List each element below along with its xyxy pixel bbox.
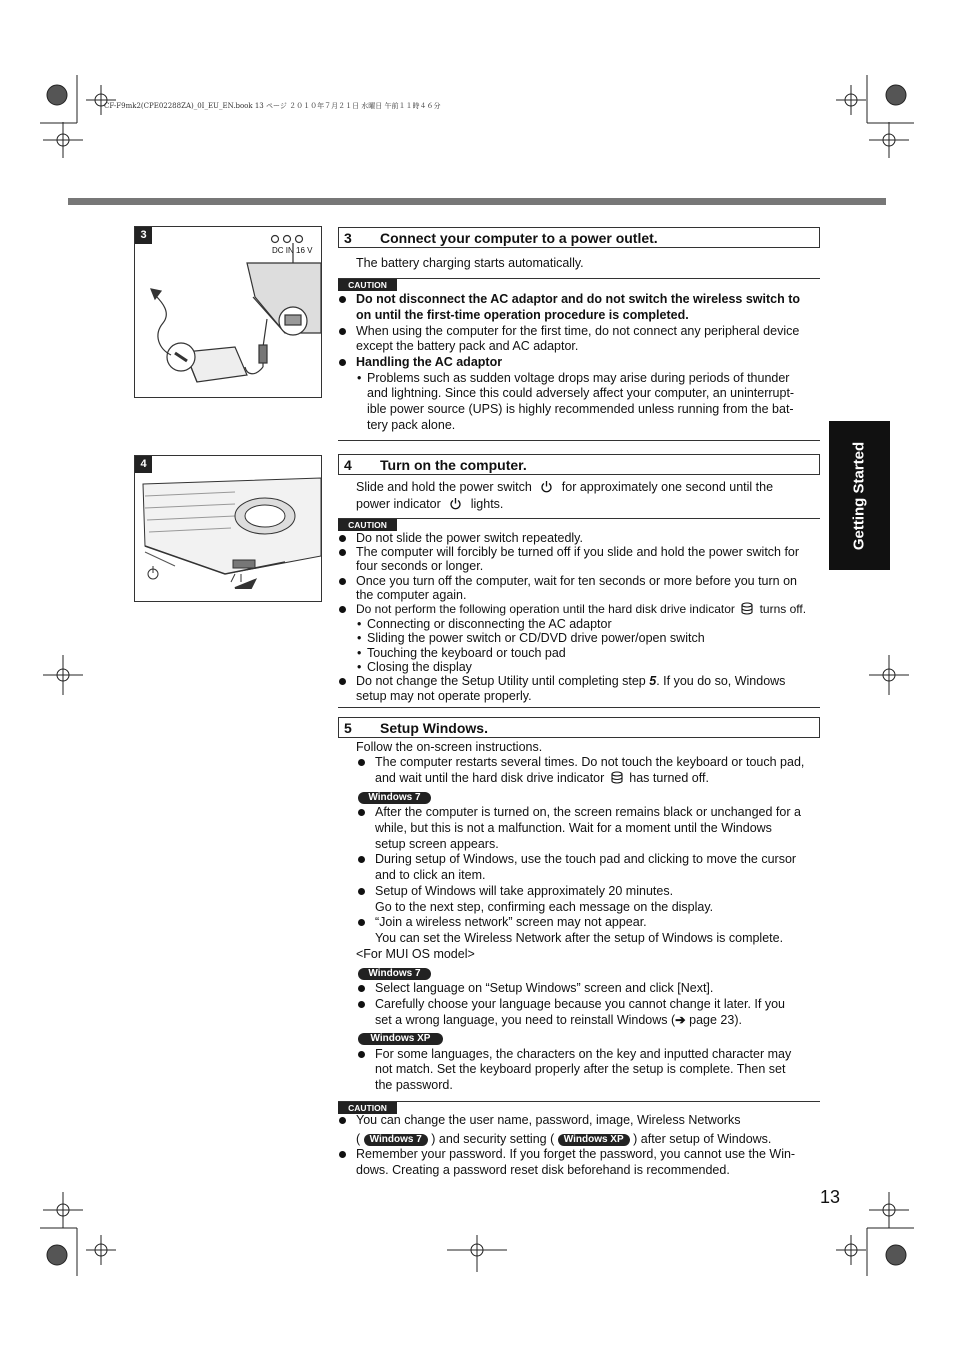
section-tab xyxy=(829,421,890,570)
caution-item: Once you turn off the computer, wait for ten seconds or more before you turn on xyxy=(356,574,797,588)
figure-number: 3 xyxy=(135,227,152,244)
item-text: . If you do so, Windows xyxy=(656,674,786,688)
caution-label: CAUTION xyxy=(338,279,397,291)
bullet-icon xyxy=(358,856,365,863)
caution-subitem: Connecting or disconnecting the AC adaptor xyxy=(367,617,612,631)
list-item: During setup of Windows, use the touch pad and clicking to move the cursor xyxy=(375,852,797,866)
windows-7-badge: Windows 7 xyxy=(364,1134,428,1146)
item-text: ) after setup of Windows. xyxy=(633,1132,772,1146)
figure-3 xyxy=(134,226,322,398)
item-text: Do not perform the following operation until the hard disk drive indicator xyxy=(356,602,735,616)
caution-label: CAUTION xyxy=(338,519,397,531)
windows-7-badge: Windows 7 xyxy=(358,792,431,804)
caution-item: Remember your password. If you forget the password, you cannot use the Win- xyxy=(356,1147,796,1161)
item-text: turns off. xyxy=(759,602,807,616)
windows-7-badge: Windows 7 xyxy=(358,968,431,980)
item-text: set a wrong language, you need to reinstall Windows ( xyxy=(375,1013,676,1027)
caution-item: When using the computer for the first time, do not connect any peripheral device xyxy=(356,324,800,338)
sub-bullet-marker: • xyxy=(357,631,362,645)
bullet-icon xyxy=(358,1001,365,1008)
caution-subitem: Touching the keyboard or touch pad xyxy=(367,646,566,660)
bullet-icon xyxy=(339,296,346,303)
list-item-cont xyxy=(375,771,709,787)
intro-text: for approximately one second until the xyxy=(561,480,774,494)
bullet-icon xyxy=(339,606,346,613)
item-text: ) and security setting ( xyxy=(431,1132,555,1146)
caution-item-cont: setup may not operate properly. xyxy=(356,689,532,703)
sub-bullet-marker: • xyxy=(357,646,362,660)
list-item: The computer restarts several times. Do not touch the keyboard or touch pad, xyxy=(375,755,805,769)
bullet-icon xyxy=(339,578,346,585)
top-rule-bar xyxy=(68,198,886,205)
list-item: After the computer is turned on, the screen remains black or unchanged for a xyxy=(375,805,801,819)
arrow-icon: ➔ xyxy=(675,1013,686,1027)
windows-xp-badge: Windows XP xyxy=(358,1033,443,1045)
list-item-cont: not match. Set the keyboard properly after the setup is complete. Then set xyxy=(375,1062,786,1076)
hdd-indicator-icon xyxy=(611,771,623,784)
list-item: Carefully choose your language because you cannot change it later. If you xyxy=(375,997,785,1011)
step-5-intro: Follow the on-screen instructions. xyxy=(356,740,543,754)
step-3-intro: The battery charging starts automatically. xyxy=(356,256,584,270)
caution-item: The computer will forcibly be turned off if you slide and hold the power switch for xyxy=(356,545,800,559)
caution-item: Do not disconnect the AC adaptor and do not switch the wireless switch to xyxy=(356,292,801,306)
step-4-heading xyxy=(338,454,820,475)
list-item-cont: and to click an item. xyxy=(375,868,486,882)
bullet-icon xyxy=(358,985,365,992)
bullet-icon xyxy=(339,1151,346,1158)
section-tab-label: Getting Started xyxy=(850,441,868,551)
list-item-cont xyxy=(375,1013,742,1029)
item-text: and wait until the hard disk drive indicator xyxy=(375,771,605,785)
figure-4 xyxy=(134,455,322,602)
caution-item xyxy=(356,602,806,618)
step-3-heading xyxy=(338,227,820,248)
step-title: Turn on the computer. xyxy=(380,457,527,473)
list-item-cont: setup screen appears. xyxy=(375,837,499,851)
caution-subitem-cont: ible power source (UPS) is highly recommended unless running from the bat- xyxy=(367,402,794,416)
caution-item: Do not slide the power switch repeatedly. xyxy=(356,531,583,545)
intro-text: lights. xyxy=(470,497,504,511)
bullet-icon xyxy=(339,359,346,366)
intro-text: power indicator xyxy=(356,497,441,511)
list-item: Select language on “Setup Windows” screen and click [Next]. xyxy=(375,981,714,995)
step-title: Setup Windows. xyxy=(380,720,488,736)
caution-subitem: Closing the display xyxy=(367,660,472,674)
windows-xp-badge: Windows XP xyxy=(558,1134,630,1146)
bullet-icon xyxy=(339,1117,346,1124)
caution-item-cont: four seconds or longer. xyxy=(356,559,484,573)
step-number: 5 xyxy=(344,720,352,736)
step-5-heading xyxy=(338,717,820,738)
item-text: ( xyxy=(356,1132,361,1146)
print-header: CF-F9mk2(CPE02288ZA)_0I_EU_EN.book 13 ページ ２０１０年７月２１日 水曜日 午前１１時４６分 xyxy=(104,102,441,110)
list-item-cont: Go to the next step, confirming each message on the display. xyxy=(375,900,714,914)
bullet-icon xyxy=(358,759,365,766)
caution-banner xyxy=(338,278,820,291)
list-item-cont: while, but this is not a malfunction. Wait for a moment until the Windows xyxy=(375,821,772,835)
step-number: 3 xyxy=(344,230,352,246)
bullet-icon xyxy=(339,328,346,335)
caution-item-cont xyxy=(356,1132,771,1148)
caution-subitem-cont: and lightning. Since this could adversely affect your computer, an uninterrupt- xyxy=(367,386,795,400)
bullet-icon xyxy=(358,809,365,816)
bullet-icon xyxy=(339,678,346,685)
sub-bullet-marker: • xyxy=(357,617,362,631)
step-4-intro-cont xyxy=(356,497,503,513)
caution-subitem: Problems such as sudden voltage drops may arise during periods of thunder xyxy=(367,371,790,385)
bullet-icon xyxy=(358,888,365,895)
bullet-icon xyxy=(358,919,365,926)
list-item: “Join a wireless network” screen may not appear. xyxy=(375,915,647,929)
item-text: Do not change the Setup Utility until completing step xyxy=(356,674,646,688)
caution-subitem-cont: tery pack alone. xyxy=(367,418,456,432)
caution-item-cont: dows. Creating a password reset disk beforehand is recommended. xyxy=(356,1163,730,1177)
list-item: Setup of Windows will take approximately 20 minutes. xyxy=(375,884,674,898)
list-item-cont: the password. xyxy=(375,1078,453,1092)
section-divider xyxy=(338,707,820,708)
dc-in-label: DC IN 16 V xyxy=(272,246,313,255)
power-switch-illustration xyxy=(135,456,321,601)
caution-item-cont: the computer again. xyxy=(356,588,467,602)
item-text: has turned off. xyxy=(629,771,709,785)
caution-item: You can change the user name, password, image, Wireless Networks xyxy=(356,1113,741,1127)
bullet-icon xyxy=(358,1051,365,1058)
caution-item-cont: on until the first-time operation procedure is completed. xyxy=(356,308,689,322)
step-number: 4 xyxy=(344,457,352,473)
ac-adaptor-illustration xyxy=(135,227,321,397)
power-icon xyxy=(540,480,553,493)
caution-item: Handling the AC adaptor xyxy=(356,355,503,369)
list-item: For some languages, the characters on the key and inputted character may xyxy=(375,1047,792,1061)
list-item-cont: You can set the Wireless Network after the setup of Windows is complete. xyxy=(375,931,784,945)
step-reference: 5 xyxy=(649,674,657,688)
caution-subitem: Sliding the power switch or CD/DVD drive power/open switch xyxy=(367,631,705,645)
caution-item-cont: except the battery pack and AC adaptor. xyxy=(356,339,579,353)
mui-model-label: <For MUI OS model> xyxy=(356,947,475,961)
step-4-intro xyxy=(356,480,773,496)
caution-label: CAUTION xyxy=(338,1102,397,1114)
intro-text: Slide and hold the power switch xyxy=(356,480,532,494)
sub-bullet-marker: • xyxy=(357,371,362,385)
bullet-icon xyxy=(339,549,346,556)
power-indicator-icon xyxy=(449,497,462,510)
page-number: 13 xyxy=(820,1187,841,1207)
bullet-icon xyxy=(339,535,346,542)
figure-number: 4 xyxy=(135,456,152,473)
section-divider xyxy=(338,440,820,441)
sub-bullet-marker: • xyxy=(357,660,362,674)
step-title: Connect your computer to a power outlet. xyxy=(380,230,658,246)
page-reference[interactable]: page 23). xyxy=(685,1013,742,1027)
caution-item xyxy=(356,674,785,690)
caution-banner xyxy=(338,518,820,531)
hdd-indicator-icon xyxy=(741,602,753,615)
